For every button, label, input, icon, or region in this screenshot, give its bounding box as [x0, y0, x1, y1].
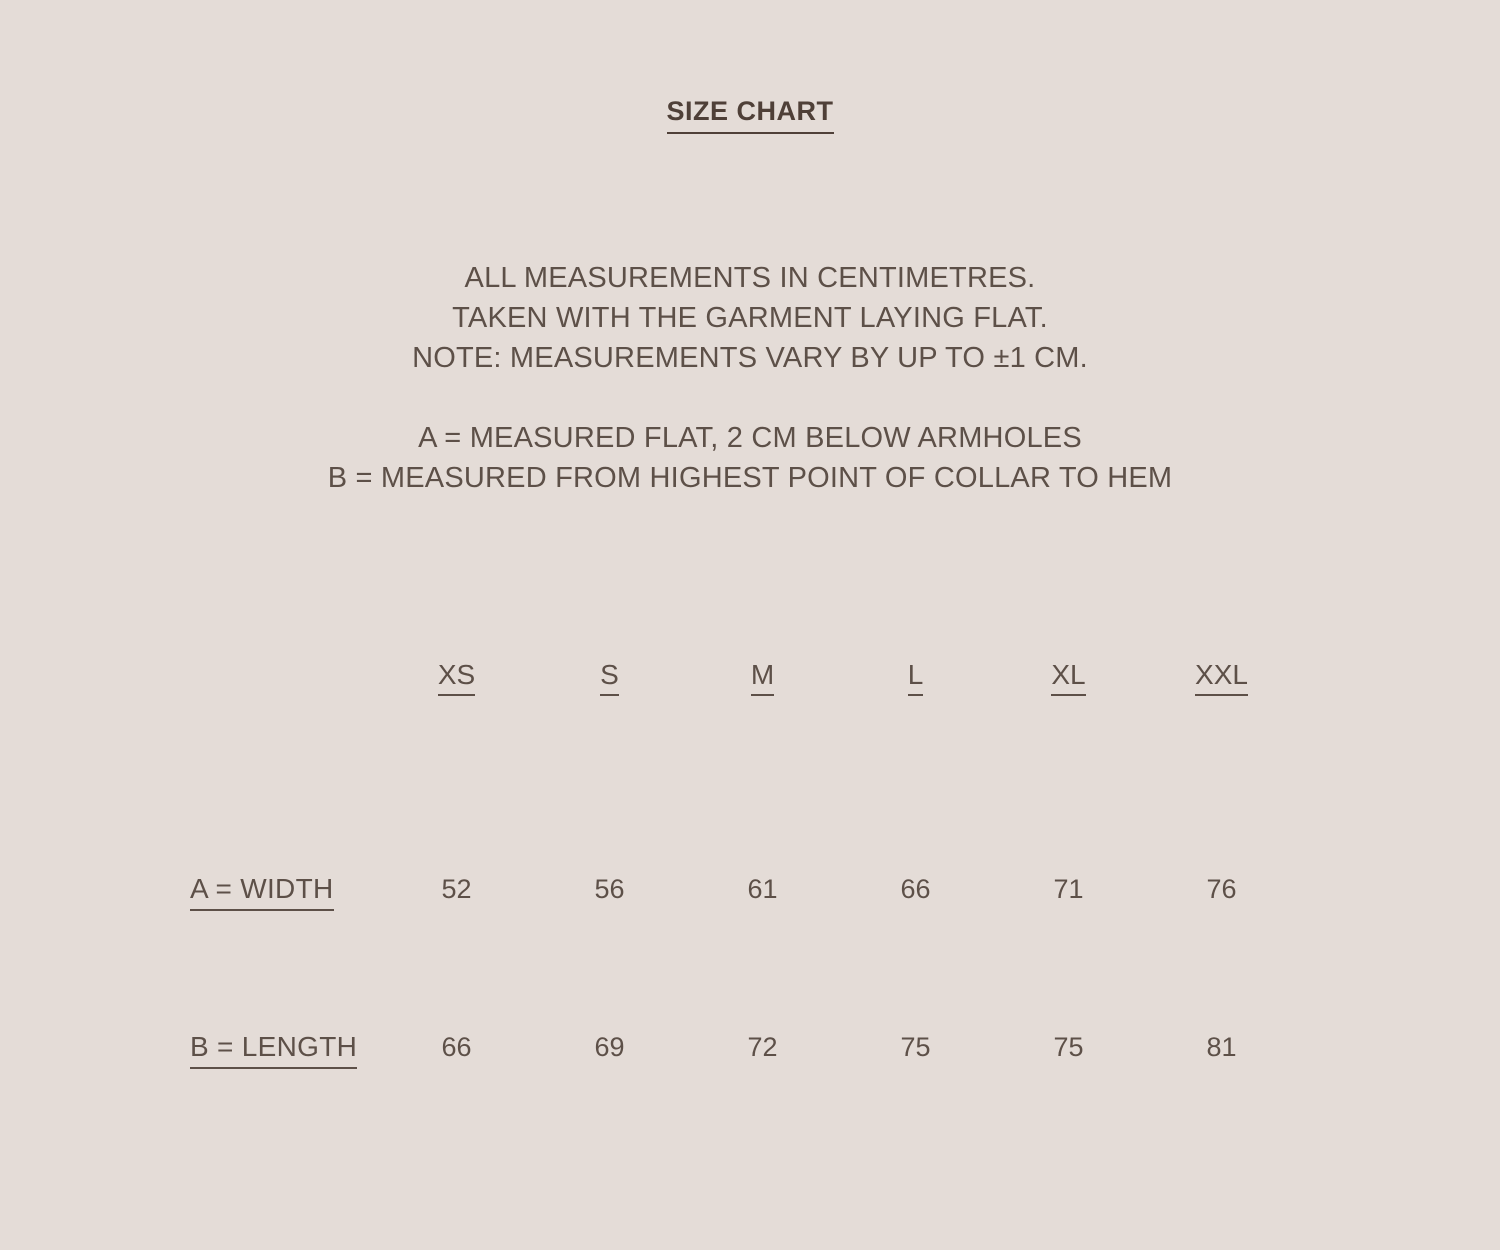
- size-label: M: [751, 659, 774, 696]
- size-column-header: [992, 659, 1145, 691]
- measurement-notes: [0, 258, 1500, 498]
- cell-value: 75: [900, 1031, 931, 1062]
- cell-value: 71: [1053, 873, 1084, 904]
- notes-block-definitions: [0, 418, 1500, 498]
- note-line: B = MEASURED FROM HIGHEST POINT OF COLLAR TO HEM: [327, 462, 1173, 494]
- measurements-table: [0, 630, 1500, 1126]
- size-label: L: [908, 659, 924, 696]
- size-column-header: [839, 659, 992, 691]
- table-row-spacer: [0, 720, 1500, 810]
- cell-value: 75: [1053, 1031, 1084, 1062]
- note-line: NOTE: MEASUREMENTS VARY BY UP TO ±1 CM.: [412, 342, 1088, 374]
- cell-value: 61: [747, 873, 778, 904]
- cell-value: 81: [1206, 1031, 1237, 1062]
- row-label-length: [0, 1031, 380, 1063]
- cell-value: 69: [594, 1031, 625, 1062]
- size-label: XXL: [1195, 659, 1248, 696]
- cell-value: 56: [594, 873, 625, 904]
- size-label: S: [600, 659, 619, 696]
- page-title-text: SIZE CHART: [667, 96, 834, 134]
- table-row: [0, 810, 1500, 968]
- cell-value: 66: [441, 1031, 472, 1062]
- row-label-text: A = WIDTH: [190, 873, 334, 911]
- row-label-text: B = LENGTH: [190, 1031, 357, 1069]
- note-line: TAKEN WITH THE GARMENT LAYING FLAT.: [452, 302, 1048, 334]
- table-header-row: [0, 630, 1500, 720]
- page-title: [0, 96, 1500, 127]
- size-column-header: [686, 659, 839, 691]
- size-label: XS: [438, 659, 475, 696]
- notes-block-general: [0, 258, 1500, 378]
- row-label-width: [0, 873, 380, 905]
- size-column-header: [380, 659, 533, 691]
- note-line: ALL MEASUREMENTS IN CENTIMETRES.: [464, 262, 1036, 294]
- cell-value: 76: [1206, 873, 1237, 904]
- size-column-header: [533, 659, 686, 691]
- size-label: XL: [1051, 659, 1085, 696]
- table-row: [0, 968, 1500, 1126]
- cell-value: 66: [900, 873, 931, 904]
- note-line: A = MEASURED FLAT, 2 CM BELOW ARMHOLES: [418, 422, 1082, 454]
- size-column-header: [1145, 659, 1298, 691]
- cell-value: 72: [747, 1031, 778, 1062]
- cell-value: 52: [441, 873, 472, 904]
